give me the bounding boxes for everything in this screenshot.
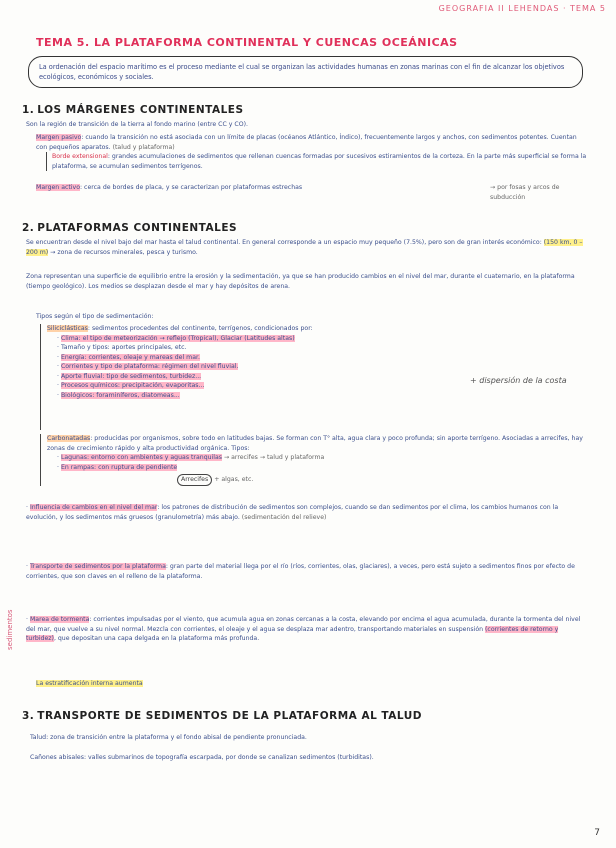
margin-note: sedimentos (6, 609, 14, 650)
intro-box: La ordenación del espacio marítimo es el proceso mediante el cual se organizan las actividades humanas en zonas marinas con el fin de alcanzar los objetivos ecológicos, económicos y sociales. (28, 56, 583, 88)
course-tag: GEOGRAFIA II LEHENDAS · TEMA 5 (438, 4, 606, 13)
s2-storm-tide: · Marea de tormenta: corrientes impulsadas por el viento, que acumula agua en zonas cercanas a la costa, elevando por encima el agua acumulada, durante la tormenta del nivel del mar, que vuelve a su nivel normal. Mezcla con corrientes, el oleaje y el agua se desplaza mar adentro, transportando materiales en suspensión (corrientes de retorno y turbidez), que depositan una capa delgada en la plataforma más profunda. (26, 616, 581, 642)
s2-sea-level: · Influencia de cambios en el nivel del mar: los patrones de distribución de sedimentos son complejos, cuando se dan sedimentos por el clima, los cambios humanos con la evolución, y los sedimentos más gruesos (granulometría) más abajo. (sedimentación del relieve) (26, 504, 559, 521)
s1-lead: Son la región de transición de la tierra al fondo marino (entre CC y CO). (26, 121, 248, 128)
s2-types-intro: Tipos según el tipo de sedimentación: (36, 313, 154, 320)
s2-storm-tide-end: La estratificación interna aumenta (36, 680, 143, 687)
s1-active-note: → por fosas y arcos de subducción (490, 184, 560, 201)
s2-silic-block: Siliciclásticas: sedimentos procedentes del continente, terrígenos, condicionados por: · Clima: el tipo de meteorización → reflejo (Tropical), Glaciar (Latitudes altas) · Tamaño y tipos: aportes principales, etc. · Energía: corrientes, oleaje y mareas del mar. · Corrientes y tipo de plataforma: régimen del nivel fluvial. · Aporte fluvial: tipo de sedimentos, turbidez... · Procesos químicos: precipitación, evaporitas... · Biológicos: foraminíferos, diatomeas... (40, 324, 447, 430)
section-1-heading: 1. LOS MÁRGENES CONTINENTALES (22, 104, 244, 116)
s1-passive: Margen pasivo: cuando la transición no está asociada con un límite de placas (océanos Atlántico, Índico), frecuentemente largos y anchos, con sedimentos potentes. Cuentan con pequeños aparatos. (talud y plataforma) (36, 134, 577, 151)
section-3-heading: 3. TRANSPORTE DE SEDIMENTOS DE LA PLATAFORMA AL TALUD (22, 710, 422, 722)
s2-p1: Se encuentran desde el nivel bajo del mar hasta el talud continental. En general corresponde a un espacio muy pequeño (7.5%), pero son de gran interés económico: (150 km, 0 – 200 m) → zona de recursos minerales, pesca y turismo. (26, 239, 583, 256)
s1-active: Margen activo: cerca de bordes de placa, y se caracterizan por plataformas estrechas (36, 184, 303, 191)
section-2-heading: 2. PLATAFORMAS CONTINENTALES (22, 222, 238, 234)
s1-rift: Borde extensional: grandes acumulaciones de sedimentos que rellenan cuencas formadas por sucesivos estiramientos de la corteza. En la parte más superficial se forma la plataforma, se acumulan sedimentos terrígenos. (46, 152, 590, 171)
s2-carb-block: Carbonatadas: producidas por organismos, sobre todo en latitudes bajas. Se forman con T° alta, agua clara y poco profunda; sin aporte terrígeno. Asociadas a arrecifes, hay zonas de crecimiento rápido y alta productividad orgánica. Tipos: · Lagunas: entorno con ambientes y aguas tranquilas → arrecifes → talud y plataforma · En rampas: con ruptura de pendiente Arrecifes + algas, etc. (40, 434, 593, 486)
s2-p2: Zona representan una superficie de equilibrio entre la erosión y la sedimentación, ya que se han producido cambios en el nivel del mar, durante el cuaternario, en la plataforma (tiempo geológico). Los medios se desplazan desde el mar y hay depósitos de arena. (26, 273, 575, 290)
s3-canones: Cañones abisales: valles submarinos de topografía escarpada, por donde se canalizan sedimentos (turbiditas). (30, 754, 374, 761)
s2-silic-side-note: + dispersión de la costa (470, 376, 567, 385)
page-title: TEMA 5. LA PLATAFORMA CONTINENTAL Y CUENCAS OCEÁNICAS (36, 36, 458, 49)
s3-talud: Talud: zona de transición entre la plataforma y el fondo abisal de pendiente pronunciada. (30, 734, 307, 741)
page-number: 7 (594, 828, 600, 838)
arrecifes-box: Arrecifes (177, 474, 212, 486)
s2-transport: · Transporte de sedimentos por la plataforma: gran parte del material llega por el río (ríos, corrientes, olas, glaciares), a veces, pero está sujeto a sedimentos finos por efecto de corrientes, que son claves en el relleno de la plataforma. (26, 563, 575, 580)
